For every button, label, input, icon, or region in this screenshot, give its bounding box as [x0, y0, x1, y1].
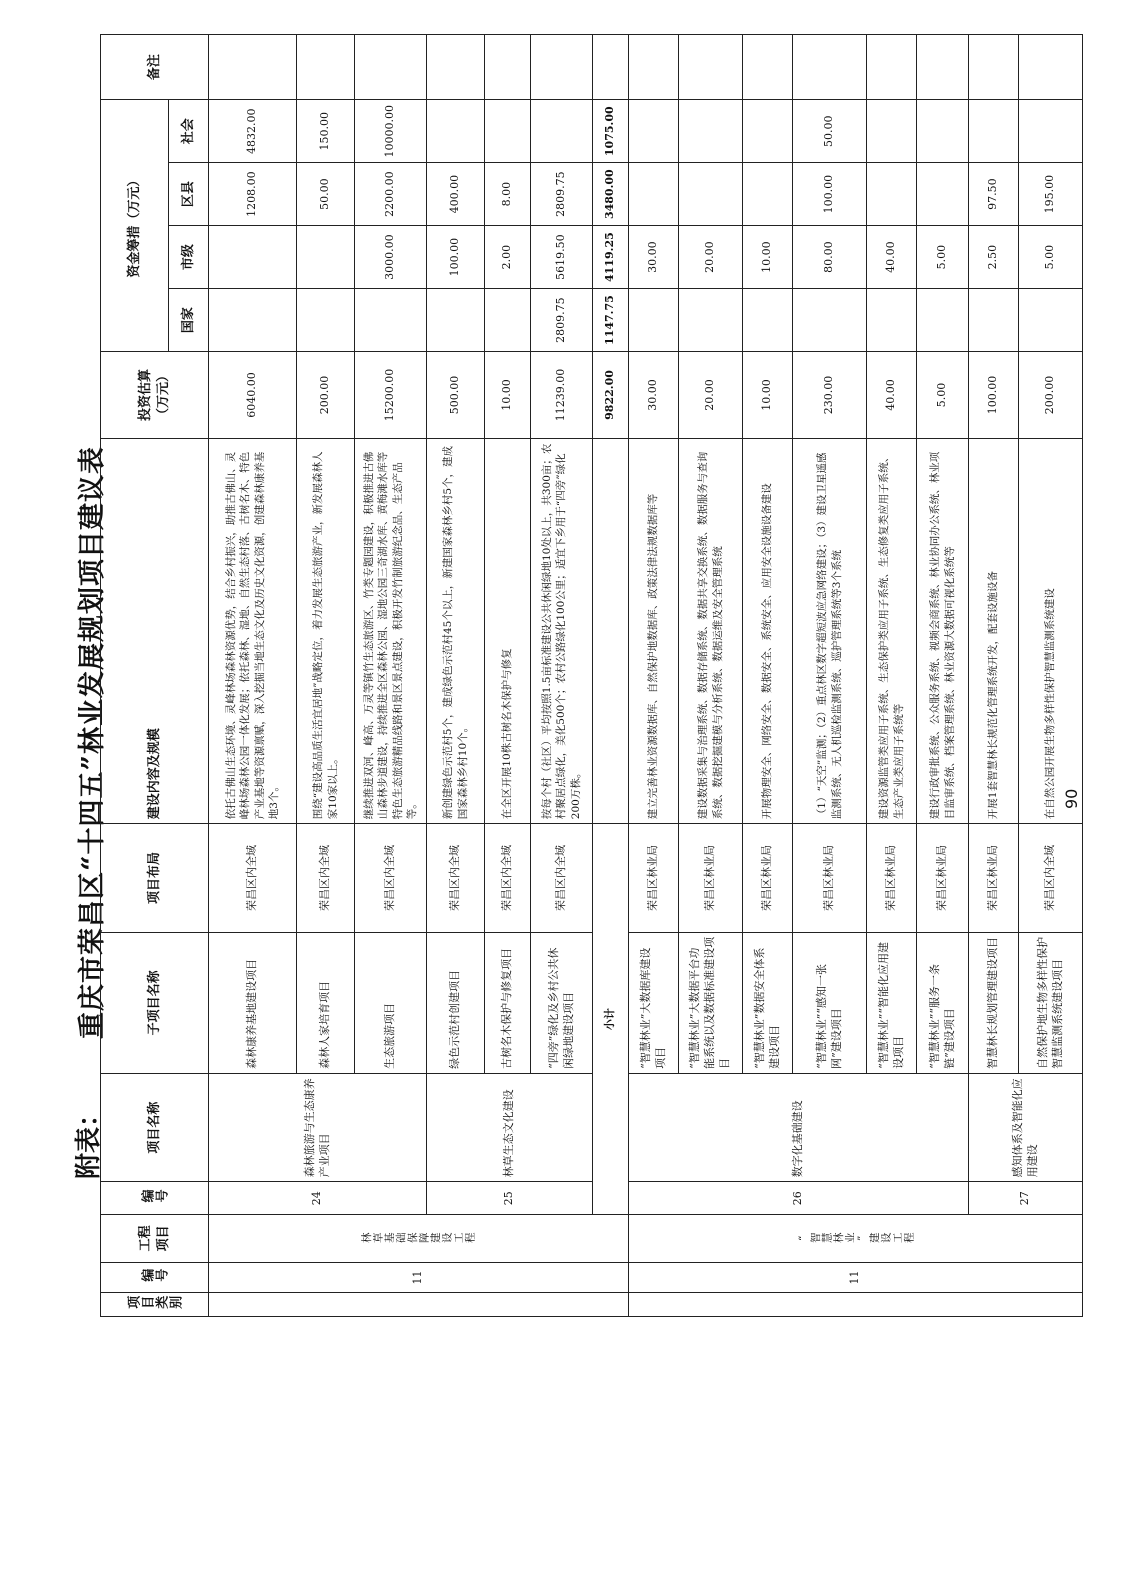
national-cell: [1019, 289, 1083, 352]
content-cell: 开展物理安全、网络安全、数据安全、系统安全、应用安全设施设备建设: [743, 438, 793, 823]
sub-name-cell: “智慧林业”大数据平台功能系统以及数据标准建设项目: [679, 932, 743, 1073]
national-cell: [867, 289, 917, 352]
city-cell: 3000.00: [355, 226, 427, 289]
city-cell: 80.00: [793, 226, 867, 289]
sub-name-cell: “智慧林业”数据安全体系建设项目: [743, 932, 793, 1073]
district-cell: 8.00: [485, 163, 531, 226]
remark-cell: [867, 35, 917, 100]
eng-no-cell: 11: [629, 1262, 1083, 1292]
content-cell: （1）“天空”监测；（2）重点林区数字超短波应急网络建设；（3）建设卫星遥感监测系统、无人机巡检监测系统、巡护管理系统等3个系统: [793, 438, 867, 823]
header-layout: 项目布局: [101, 824, 209, 933]
city-cell: [209, 226, 297, 289]
header-invest: 投资估算（万元）: [101, 352, 209, 439]
sub-name-cell: 生态旅游项目: [355, 932, 427, 1073]
invest-cell: 30.00: [629, 352, 679, 439]
district-cell: [629, 163, 679, 226]
invest-cell: 500.00: [427, 352, 485, 439]
proj-no-cell: 27: [969, 1182, 1083, 1215]
invest-cell: 230.00: [793, 352, 867, 439]
eng-no-cell: 11: [209, 1262, 629, 1292]
layout-cell: 荣昌区林业局: [743, 824, 793, 933]
society-cell: 50.00: [793, 100, 867, 163]
society-cell: [917, 100, 969, 163]
district-cell: 2809.75: [531, 163, 593, 226]
content-cell: 在全区开展10株古树名木保护与修复: [485, 438, 531, 823]
society-cell: 4832.00: [209, 100, 297, 163]
header-eng-name: 工程项目: [101, 1214, 209, 1262]
header-society: 社会: [169, 100, 209, 163]
invest-cell: 200.00: [297, 352, 355, 439]
header-remark: 备注: [101, 35, 209, 100]
table-row: [969, 35, 1019, 1317]
content-cell: 按每个村（社区）平均按照1.5亩标准建设公共休闲绿地10处以上，共300亩；农村聚居点绿化，美化500个；农村公路绿化100公里；适宜下乡用于“四旁”绿化200万株。: [531, 438, 593, 823]
national-cell: [355, 289, 427, 352]
society-cell: [743, 100, 793, 163]
remark-cell: [297, 35, 355, 100]
eng-name-cell: “智慧林业”建设工程: [629, 1214, 1083, 1262]
proj-no-cell: 25: [427, 1182, 593, 1215]
eng-name-cell: 林草基础保障建设工程: [209, 1214, 629, 1262]
invest-cell: 100.00: [969, 352, 1019, 439]
header-content: 建设内容及规模: [101, 438, 209, 823]
header-sub-name: 子项目名称: [101, 932, 209, 1073]
national-cell: [793, 289, 867, 352]
sub-name-cell: 绿色示范村创建项目: [427, 932, 485, 1073]
invest-cell: 15200.00: [355, 352, 427, 439]
proj-name-cell: 感知体系及智能化应用建设: [969, 1073, 1083, 1182]
society-cell: [531, 100, 593, 163]
content-cell: 新创建绿色示范村5个，建成绿色示范村45个以上，新建国家森林乡村5个，建成国家森林乡村10个。: [427, 438, 485, 823]
header-district: 区县: [169, 163, 209, 226]
city-cell: [297, 226, 355, 289]
remark-cell: [209, 35, 297, 100]
proj-no-cell: 24: [209, 1182, 427, 1215]
page-number: 90: [1062, 788, 1081, 809]
layout-cell: 荣昌区林业局: [793, 824, 867, 933]
layout-cell: 荣昌区林业局: [917, 824, 969, 933]
layout-cell: 荣昌区林业局: [629, 824, 679, 933]
society-cell: [969, 100, 1019, 163]
sub-name-cell: “四旁”绿化及乡村公共休闲绿地建设项目: [531, 932, 593, 1073]
remark-cell: [427, 35, 485, 100]
city-cell: 5.00: [917, 226, 969, 289]
content-cell: 在自然公园开展生物多样性保护智慧监测系统建设: [1019, 438, 1083, 823]
header-eng-no: 编号: [101, 1262, 209, 1292]
sub-name-cell: “智慧林业”“智能化应用建设项目: [867, 932, 917, 1073]
district-cell: 50.00: [297, 163, 355, 226]
national-cell: [297, 289, 355, 352]
national-cell: [485, 289, 531, 352]
city-cell: 40.00: [867, 226, 917, 289]
content-cell: [593, 438, 629, 823]
layout-cell: 荣昌区内全域: [427, 824, 485, 933]
district-cell: 195.00: [1019, 163, 1083, 226]
layout-cell: 荣昌区内全域: [297, 824, 355, 933]
invest-cell: 11239.00: [531, 352, 593, 439]
proj-name-cell: 林草生态文化建设: [427, 1073, 593, 1182]
remark-cell: [917, 35, 969, 100]
header-category: 项目类别: [101, 1293, 209, 1317]
society-cell: [1019, 100, 1083, 163]
city-cell: 5619.50: [531, 226, 593, 289]
layout-cell: 荣昌区林业局: [867, 824, 917, 933]
remark-cell: [531, 35, 593, 100]
national-cell: [629, 289, 679, 352]
invest-cell: 9822.00: [593, 352, 629, 439]
sub-name-cell: 智慧林长规划管理建设项目: [969, 932, 1019, 1073]
invest-cell: 20.00: [679, 352, 743, 439]
national-cell: [679, 289, 743, 352]
invest-cell: 6040.00: [209, 352, 297, 439]
title-prefix: 附表：: [74, 1100, 104, 1179]
city-cell: 4119.25: [593, 226, 629, 289]
city-cell: 30.00: [629, 226, 679, 289]
proj-name-cell: 数字化基础建设: [629, 1073, 969, 1182]
content-cell: 建立完善林业资源数据库、自然保护地数据库、政策法律法规数据库等: [629, 438, 679, 823]
district-cell: [917, 163, 969, 226]
remark-cell: [629, 35, 679, 100]
project-table: [100, 34, 1083, 1317]
city-cell: 10.00: [743, 226, 793, 289]
invest-cell: 5.00: [917, 352, 969, 439]
city-cell: 100.00: [427, 226, 485, 289]
sub-name-cell: “智慧林业”“服务一条链”建设项目: [917, 932, 969, 1073]
national-cell: 1147.75: [593, 289, 629, 352]
invest-cell: 10.00: [485, 352, 531, 439]
sub-name-cell: 森林康养基地建设项目: [209, 932, 297, 1073]
district-cell: 100.00: [793, 163, 867, 226]
sub-name-cell: 自然保护地生物多样性保护智慧监测系统建设项目: [1019, 932, 1083, 1073]
layout-cell: 荣昌区林业局: [969, 824, 1019, 933]
proj-name-cell: 森林旅游与生态康养产业项目: [209, 1073, 427, 1182]
sub-name-cell: 森林人家培育项目: [297, 932, 355, 1073]
city-cell: 2.00: [485, 226, 531, 289]
district-cell: [867, 163, 917, 226]
sub-name-cell: 古树名木保护与修复项目: [485, 932, 531, 1073]
district-cell: 1208.00: [209, 163, 297, 226]
remark-cell: [743, 35, 793, 100]
remark-cell: [1019, 35, 1083, 100]
header-city: 市级: [169, 226, 209, 289]
society-cell: 1075.00: [593, 100, 629, 163]
layout-cell: 荣昌区内全域: [209, 824, 297, 933]
header-funding: 资金筹措（万元）: [101, 100, 169, 352]
remark-cell: [593, 35, 629, 100]
society-cell: [867, 100, 917, 163]
subtotal-label: 小计: [593, 824, 629, 1215]
society-cell: 10000.00: [355, 100, 427, 163]
content-cell: 建设资源监管类应用子系统、生态保护类应用子系统、生态修复类应用子系统、生态产业类应用子系统等: [867, 438, 917, 823]
society-cell: [427, 100, 485, 163]
remark-cell: [969, 35, 1019, 100]
proj-no-cell: 26: [629, 1182, 969, 1215]
layout-cell: 荣昌区内全域: [485, 824, 531, 933]
remark-cell: [485, 35, 531, 100]
district-cell: 97.50: [969, 163, 1019, 226]
header-proj-name: 项目名称: [101, 1073, 209, 1182]
document-title: 重庆市荣昌区“十四五”林业发展规划项目建议表: [77, 445, 108, 1039]
society-cell: [485, 100, 531, 163]
layout-cell: 荣昌区林业局: [679, 824, 743, 933]
table-row: [427, 35, 485, 1317]
content-cell: 建设行政审批系统、公众服务系统、视频会商系统、林业协同办公系统、林业项目监审系统、档案管理系统、林业资源大数据可视化系统等: [917, 438, 969, 823]
category-cell: [209, 1293, 629, 1317]
content-cell: 建设数据采集与治理系统、数据存储系统、数据共享交换系统、数据服务与查询系统、数据挖掘建模与分析系统、数据运维及安全管理系统: [679, 438, 743, 823]
district-cell: [743, 163, 793, 226]
national-cell: [427, 289, 485, 352]
society-cell: [679, 100, 743, 163]
remark-cell: [793, 35, 867, 100]
district-cell: [679, 163, 743, 226]
layout-cell: 荣昌区内全域: [1019, 824, 1083, 933]
national-cell: [209, 289, 297, 352]
header-national: 国家: [169, 289, 209, 352]
national-cell: [969, 289, 1019, 352]
city-cell: 5.00: [1019, 226, 1083, 289]
layout-cell: 荣昌区内全域: [531, 824, 593, 933]
content-cell: 围绕“建设高品质生活宜居地”战略定位，着力发展生态旅游产业，新发展森林人家10家以上。: [297, 438, 355, 823]
header-proj-no: 编号: [101, 1182, 209, 1215]
table-row: [629, 35, 679, 1317]
national-cell: [917, 289, 969, 352]
district-cell: 400.00: [427, 163, 485, 226]
table-row: [209, 35, 297, 1317]
header-row-1: [101, 35, 169, 1317]
invest-cell: 200.00: [1019, 352, 1083, 439]
remark-cell: [355, 35, 427, 100]
national-cell: [743, 289, 793, 352]
invest-cell: 40.00: [867, 352, 917, 439]
remark-cell: [679, 35, 743, 100]
content-cell: 依托古佛山生态环境、灵峰林场森林资源优势，结合乡村振兴，助推古佛山、灵峰林场森林公园一体化发展；依托森林、湿地、自然生态村落、古树名木、特色产业基地等资源禀赋，深入挖掘当地生态文化及历史文化资源，创建森林康养基地3个。: [209, 438, 297, 823]
sub-name-cell: “智慧林业”“感知一张网”建设项目: [793, 932, 867, 1073]
district-cell: 2200.00: [355, 163, 427, 226]
invest-cell: 10.00: [743, 352, 793, 439]
society-cell: [629, 100, 679, 163]
sub-name-cell: “智慧林业”大数据库建设项目: [629, 932, 679, 1073]
district-cell: 3480.00: [593, 163, 629, 226]
content-cell: 继续推进双河、峰高、万灵等镇竹生态旅游区、竹类专题园建设，积极推进古佛山森林步道建设，持续推进全区森林公园、湿地公园三奇湖水库、黄梅滩水库等特色生态旅游精品线路和景区景点建设，积极开发竹制旅游纪念品、生态产品等。: [355, 438, 427, 823]
city-cell: 2.50: [969, 226, 1019, 289]
layout-cell: 荣昌区内全域: [355, 824, 427, 933]
national-cell: 2809.75: [531, 289, 593, 352]
society-cell: 150.00: [297, 100, 355, 163]
subtotal-row: [593, 35, 629, 1317]
city-cell: 20.00: [679, 226, 743, 289]
category-cell: [629, 1293, 1083, 1317]
content-cell: 开展1套智慧林长规范化管理系统开发，配套设施设备: [969, 438, 1019, 823]
